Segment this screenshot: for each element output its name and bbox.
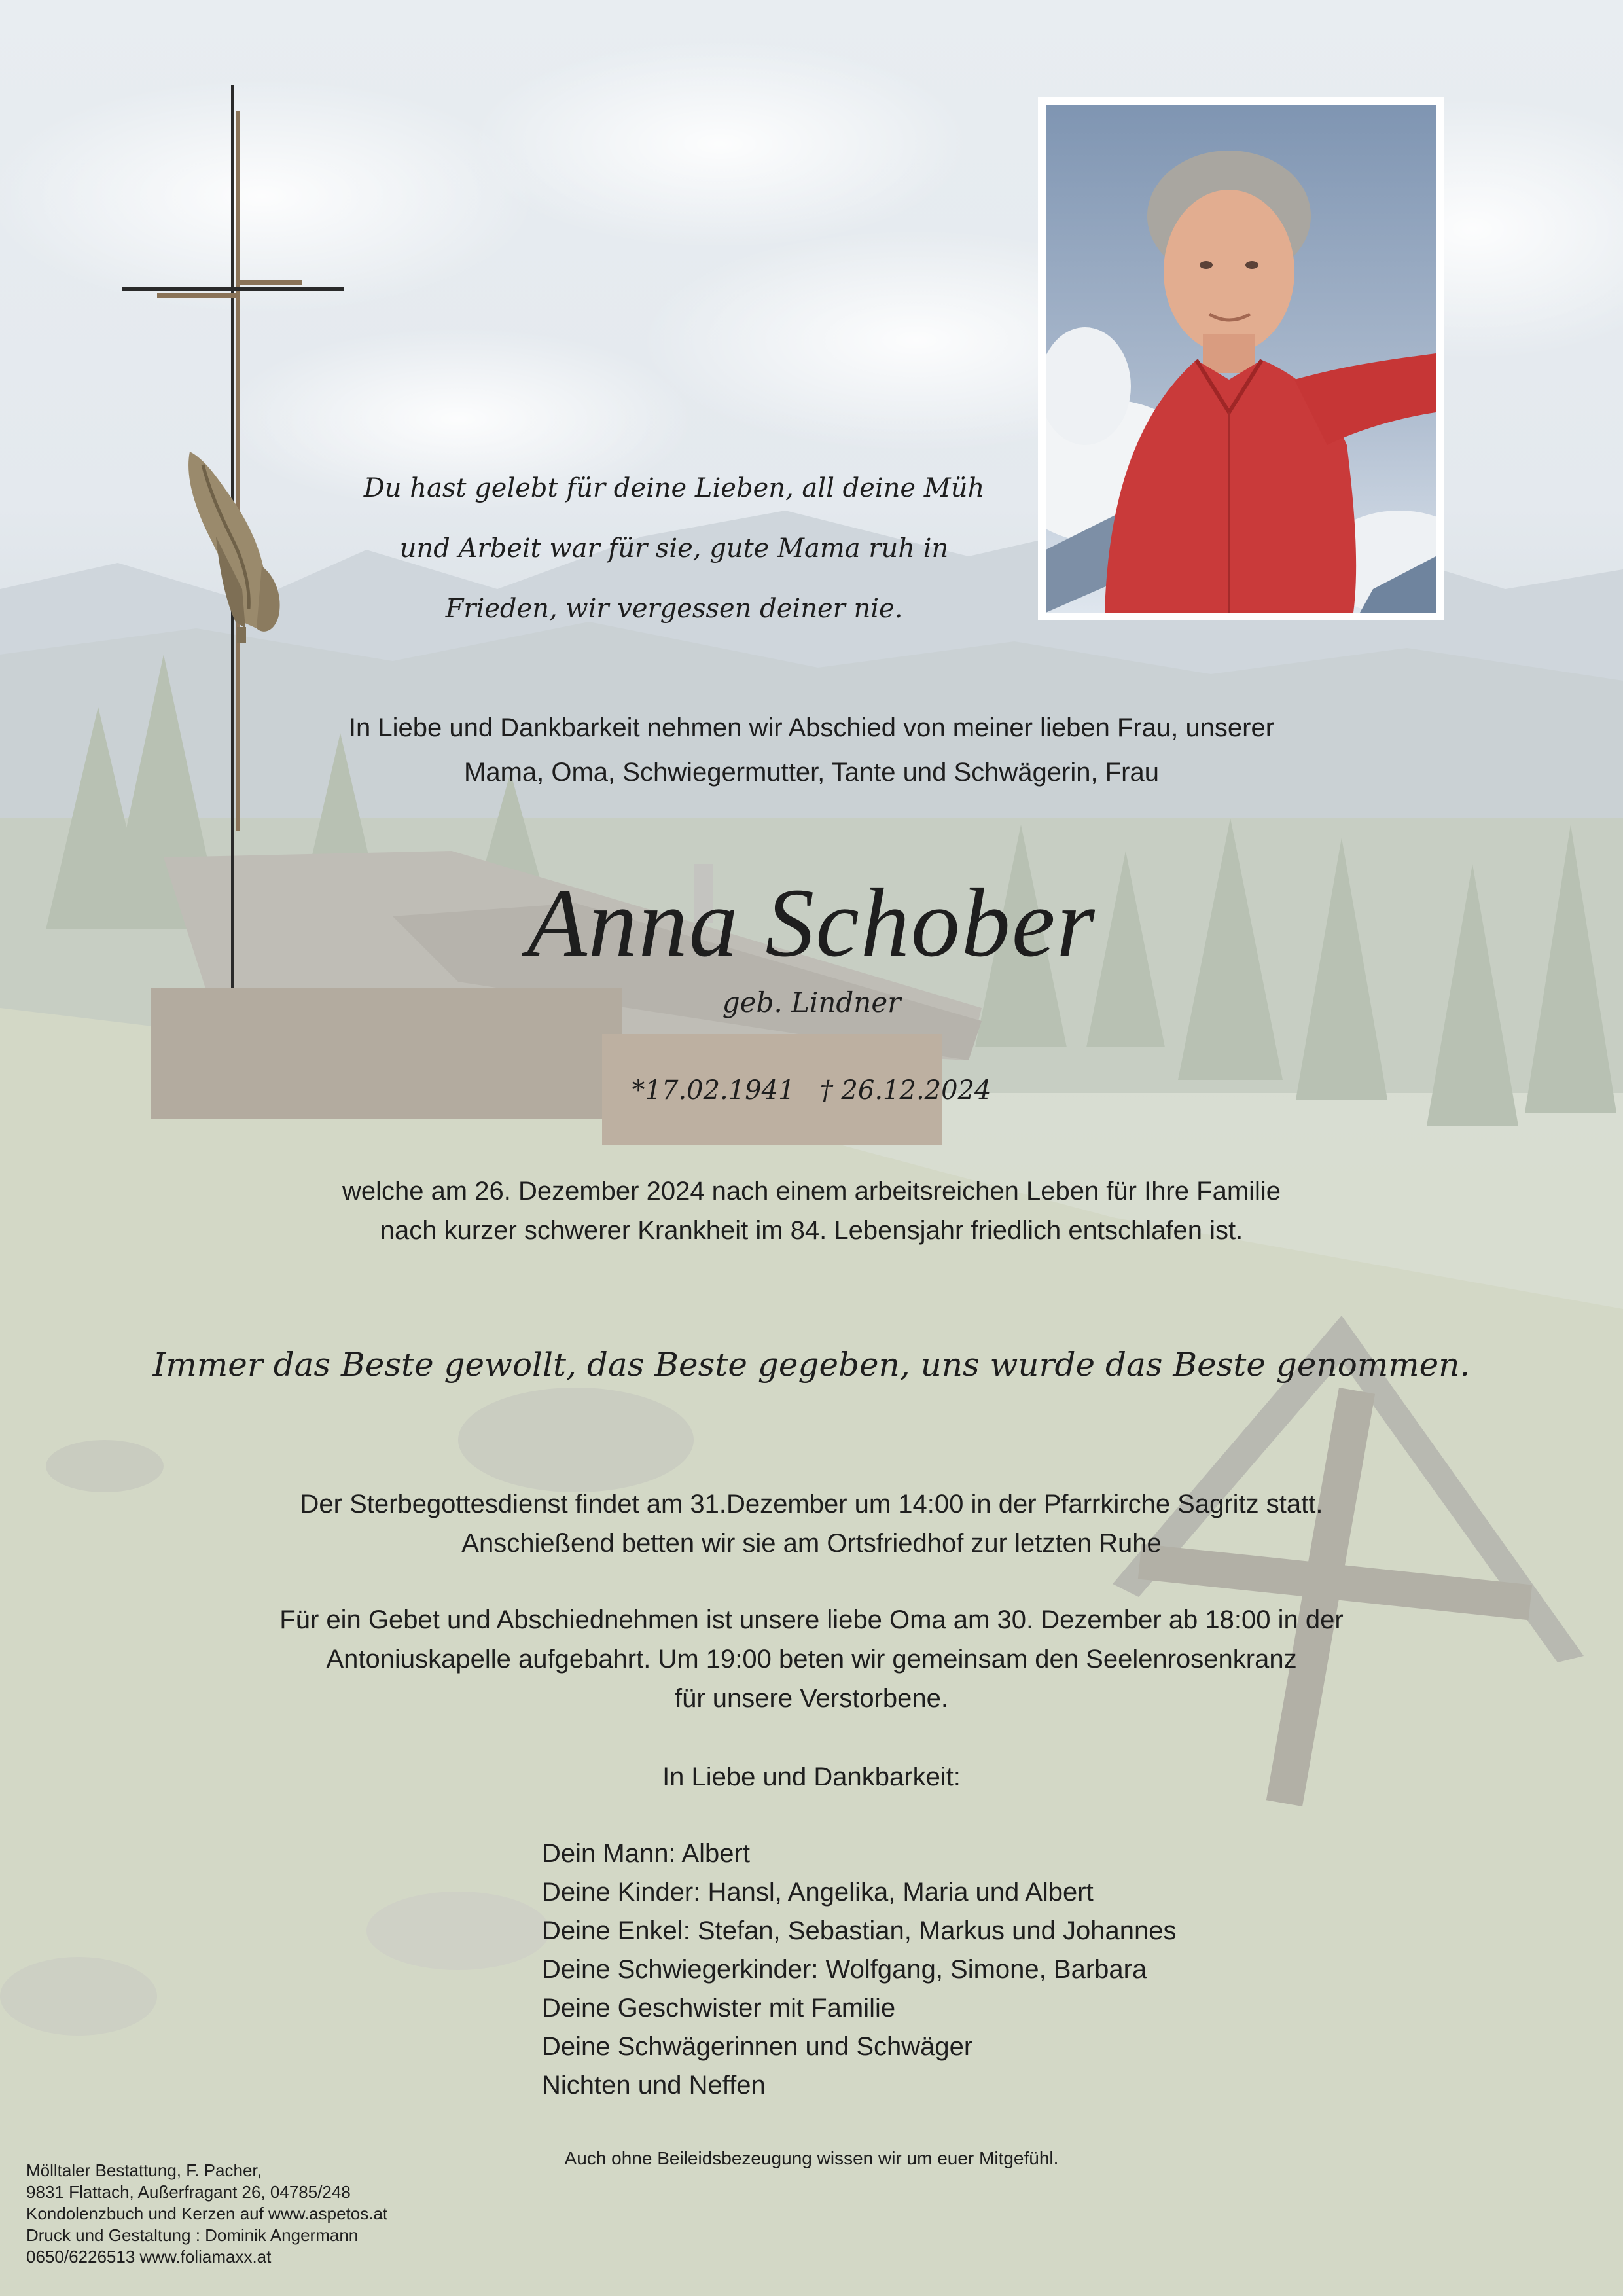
passing-text bbox=[0, 1172, 1623, 1250]
imprint-line: Mölltaler Bestattung, F. Pacher, bbox=[26, 2161, 262, 2180]
viewing-text bbox=[0, 1600, 1623, 1718]
portrait-photo bbox=[1038, 97, 1444, 620]
motto-line: Du hast gelebt für deine Lieben, all deine Müh bbox=[363, 473, 985, 503]
cross-horizontal-bronze-left bbox=[157, 293, 237, 298]
imprint-line: 0650/6226513 www.foliamaxx.at bbox=[26, 2247, 272, 2267]
motto-verse bbox=[314, 458, 1034, 639]
mourner-item: Deine Geschwister mit Familie bbox=[542, 1994, 896, 2022]
maiden-name: geb. Lindner bbox=[722, 986, 901, 1018]
passing-line: welche am 26. Dezember 2024 nach einem arbeitsreichen Leben für Ihre Familie bbox=[342, 1177, 1281, 1206]
mourner-item: Deine Schwiegerkinder: Wolfgang, Simone, Barbara bbox=[542, 1955, 1147, 1984]
mourner-item: Deine Schwägerinnen und Schwäger bbox=[542, 2032, 973, 2061]
imprint-line: Druck und Gestaltung : Dominik Angermann bbox=[26, 2225, 359, 2245]
mourner-item: Dein Mann: Albert bbox=[542, 1839, 750, 1868]
intro-line: Mama, Oma, Schwiegermutter, Tante und Schwägerin, Frau bbox=[464, 758, 1159, 787]
viewing-line: Für ein Gebet und Abschiednehmen ist unsere liebe Oma am 30. Dezember ab 18:00 in der bbox=[279, 1605, 1344, 1634]
closing-line: In Liebe und Dankbarkeit: bbox=[662, 1763, 961, 1791]
service-line: Der Sterbegottesdienst findet am 31.Dezember um 14:00 in der Pfarrkirche Sagritz statt. bbox=[300, 1490, 1323, 1518]
cross-horizontal-bronze-right bbox=[237, 280, 302, 285]
viewing-line: für unsere Verstorbene. bbox=[674, 1684, 949, 1713]
mourners-list bbox=[542, 1835, 1327, 2105]
viewing-line: Antoniuskapelle aufgebahrt. Um 19:00 beten wir gemeinsam den Seelenrosenkranz bbox=[326, 1645, 1297, 1674]
memorial-quote: Immer das Beste gewollt, das Beste gegeben, uns wurde das Beste genommen. bbox=[152, 1346, 1471, 1384]
funeral-service-text bbox=[0, 1484, 1623, 1563]
footer-note: Auch ohne Beileidsbezeugung wissen wir um euer Mitgefühl. bbox=[564, 2148, 1059, 2168]
life-dates: *17.02.1941 † 26.12.2024 bbox=[632, 1075, 991, 1105]
imprint-line: 9831 Flattach, Außerfragant 26, 04785/248 bbox=[26, 2182, 351, 2202]
deceased-name: Anna Schober bbox=[527, 869, 1096, 977]
motto-line: Frieden, wir vergessen deiner nie. bbox=[445, 594, 903, 624]
passing-line: nach kurzer schwerer Krankheit im 84. Lebensjahr friedlich entschlafen ist. bbox=[380, 1216, 1243, 1245]
imprint-line: Kondolenzbuch und Kerzen auf www.aspetos.at bbox=[26, 2204, 388, 2223]
service-line: Anschießend betten wir sie am Ortsfriedhof zur letzten Ruhe bbox=[461, 1529, 1162, 1558]
mourner-item: Deine Enkel: Stefan, Sebastian, Markus und Johannes bbox=[542, 1916, 1177, 1945]
mourner-item: Nichten und Neffen bbox=[542, 2071, 766, 2100]
intro-line: In Liebe und Dankbarkeit nehmen wir Abschied von meiner lieben Frau, unserer bbox=[348, 713, 1275, 742]
intro-text bbox=[0, 706, 1623, 795]
cross-horizontal-dark bbox=[122, 287, 344, 291]
mourner-item: Deine Kinder: Hansl, Angelika, Maria und Albert bbox=[542, 1878, 1094, 1907]
imprint bbox=[26, 2160, 484, 2268]
motto-line: und Arbeit war für sie, gute Mama ruh in bbox=[399, 533, 949, 564]
